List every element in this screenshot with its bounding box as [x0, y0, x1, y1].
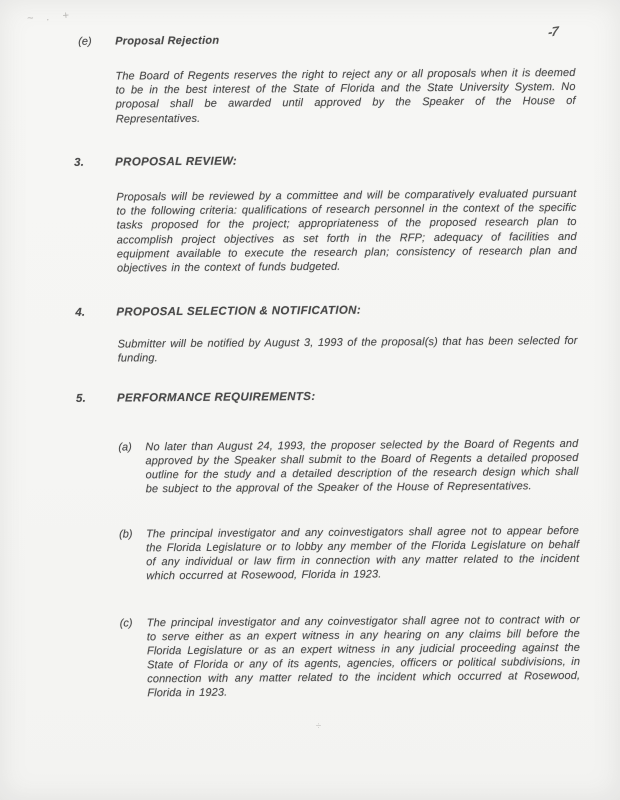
pencil-smudge-mark: ~ . + — [26, 9, 75, 25]
section-3-heading — [0, 153, 618, 174]
performance-requirement-item-a — [0, 437, 620, 496]
section-5-title: PERFORMANCE REQUIREMENTS: — [116, 390, 316, 405]
handwritten-arrow-mark: -7 — [547, 23, 559, 40]
performance-requirement-item-c — [2, 613, 620, 699]
subsection-e-title: Proposal Rejection — [115, 34, 220, 48]
item-c-label: (c) — [119, 617, 133, 630]
subsection-e-label: (e) — [78, 35, 92, 48]
performance-requirement-item-b — [1, 524, 620, 583]
selection-notification-paragraph: Submitter will be notified by August 3, 1993 of the proposal(s) that has been selected for funding. — [117, 334, 578, 365]
proposal-review-paragraph: Proposals will be reviewed by a committee and will be comparatively evaluated pursuant to the following criteria: qualifications of research personnel in the context of the specific tasks proposed for the project; appropriateness of the proposed research plan to accomplish project objectives as set forth in the RFP; adequacy of facilities and equipment available to execute the research plan; consistency of research plan and objectives in the context of funds budgeted. — [116, 187, 577, 275]
section-4-title: PROPOSAL SELECTION & NOTIFICATION: — [116, 304, 362, 319]
section-3-number: 3. — [74, 156, 85, 169]
section-4-number: 4. — [75, 306, 86, 319]
item-a-label: (a) — [118, 441, 132, 454]
section-4-heading — [0, 303, 619, 324]
section-5-number: 5. — [75, 392, 87, 405]
item-b-text: The principal investigator and any coinvestigators shall agree not to appear before the Florida Legislature or to lobby any member of the Florida Legislature on behalf of any individual or law firm in connection with any matter related to the incident which occurred at Rosewood, Florida in 1923. — [146, 524, 580, 583]
subsection-e-heading — [0, 32, 617, 53]
proposal-rejection-paragraph: The Board of Regents reserves the right to reject any or all proposals when it is deemed to be in the best interest of the State of Florida and the State University System. No proposal shall be awarded until approved by the Speaker of the House of Representatives. — [115, 66, 576, 126]
item-c-text: The principal investigator and any coinvestigator shall agree not to contract with or to serve either as an expert witness in any hearing on any claims bill before the Florida Legislature or as an expert witness in any judicial proceeding against the State of Florida or any of its agents, agencies, officers or political subdivisions, in connection with any matter related to the incident which occurred at Rosewood, Florida in 1923. — [146, 613, 581, 699]
section-5-heading — [0, 389, 620, 410]
item-b-label: (b) — [119, 528, 133, 541]
section-3-title: PROPOSAL REVIEW: — [115, 155, 238, 169]
item-a-text: No later than August 24, 1993, the proposer selected by the Board of Regents and approved by the Speaker shall submit to the Board of Regents a detailed proposed outline for the study and a detailed description of the research design which shall be subject to the approval of the Speaker of the House of Representatives. — [145, 437, 579, 496]
page-footer-smudge-mark: ÷ — [315, 720, 322, 732]
